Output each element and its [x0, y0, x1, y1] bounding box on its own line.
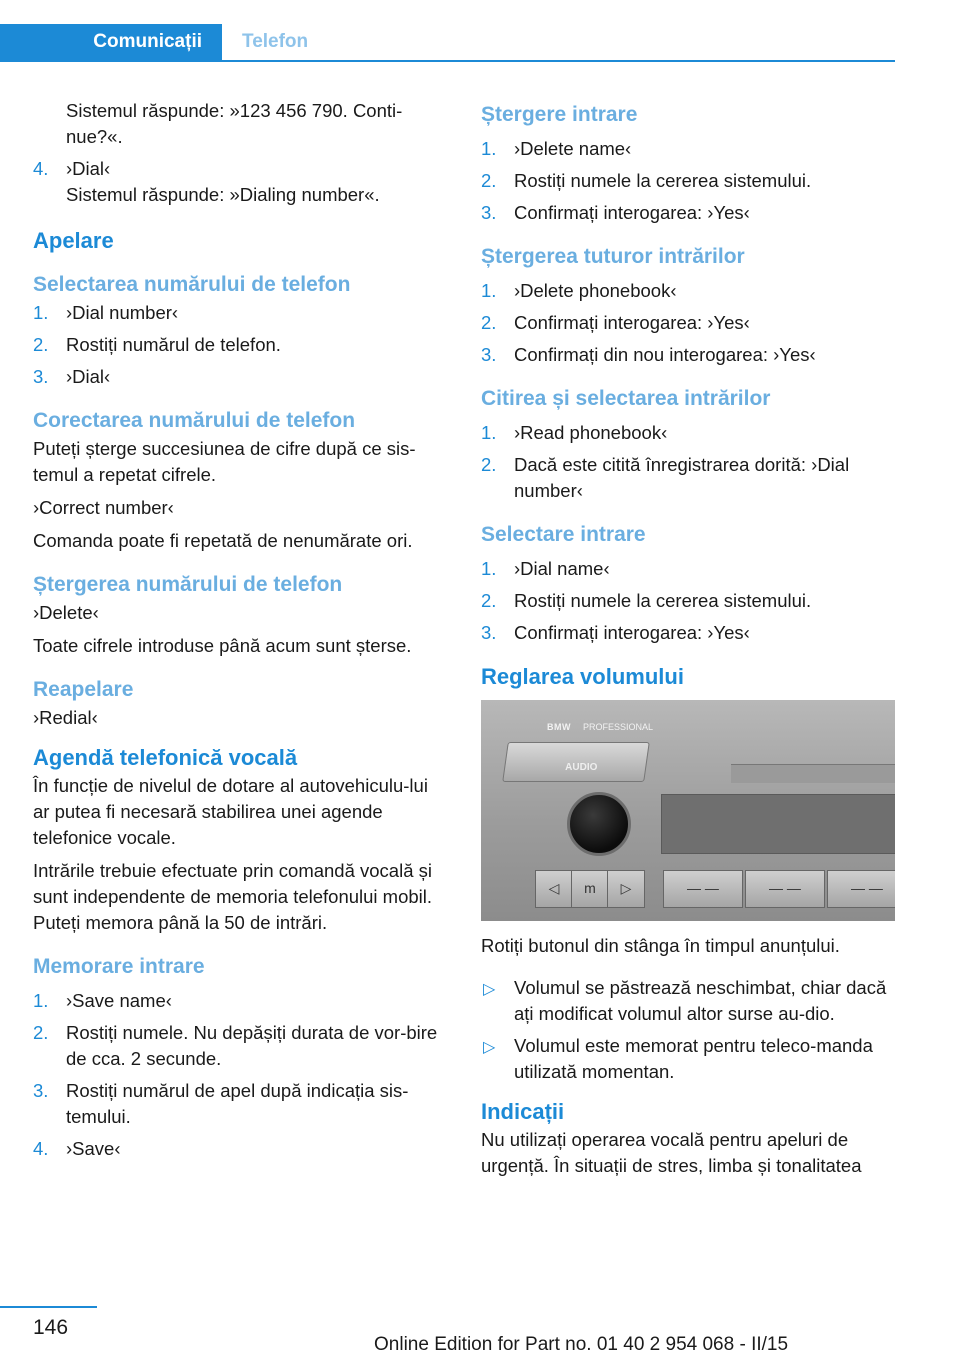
list-number: 2. — [481, 312, 497, 333]
read-entries-list — [481, 420, 896, 504]
m-button-illustration: m — [571, 870, 609, 908]
list-item — [33, 1078, 448, 1130]
heading-notes: Indicații — [481, 1099, 565, 1124]
list-text: ›Save name‹ — [66, 990, 172, 1011]
list-number: 3. — [481, 622, 497, 643]
list-number: 4. — [33, 158, 49, 179]
list-text: ›Delete name‹ — [514, 138, 632, 159]
preset-button-illustration: — — — [827, 870, 895, 908]
list-text: ›Delete phonebook‹ — [514, 280, 677, 301]
heading-correct-number: Corectarea numărului de telefon — [33, 409, 356, 432]
list-text: ›Dial name‹ — [514, 558, 610, 579]
display-illustration — [661, 794, 895, 854]
list-item — [481, 1033, 896, 1085]
volume-bullet-list — [481, 975, 896, 1085]
delete-all-list — [481, 278, 896, 368]
paragraph: Toate cifrele introduse până acum sunt șterse. — [33, 635, 412, 656]
list-number: 1. — [481, 422, 497, 443]
next-button-illustration: ▷ — [607, 870, 645, 908]
paragraph: ›Correct number‹ — [33, 497, 174, 518]
list-item — [481, 620, 896, 646]
paragraph: ›Redial‹ — [33, 707, 98, 728]
heading-read-entries: Citirea și selectarea intrărilor — [481, 387, 771, 410]
list-text: Rostiți numele. Nu depășiți durata de vor-bire de cca. 2 secunde. — [66, 1022, 438, 1069]
audio-button-illustration — [502, 742, 650, 782]
list-item — [481, 278, 896, 304]
heading-select-entry: Selectare intrare — [481, 523, 646, 546]
paragraph: Nu utilizați operarea vocală pentru apeluri de urgență. În situații de stres, limba și tonalitatea — [481, 1129, 862, 1176]
list-number: 1. — [33, 302, 49, 323]
paragraph: Puteți șterge succesiunea de cifre după ce sis-temul a repetat cifrele. — [33, 438, 416, 485]
audio-label: AUDIO — [565, 762, 598, 773]
list-number: 2. — [33, 334, 49, 355]
section-tab: Comunicații — [0, 24, 222, 60]
list-text: Confirmați din nou interogarea: ›Yes‹ — [514, 344, 816, 365]
list-item — [33, 332, 448, 358]
intro-line-1: Sistemul răspunde: »123 456 790. Conti- — [66, 100, 403, 121]
paragraph: Comanda poate fi repetată de nenumărate ori. — [33, 530, 413, 551]
list-item — [33, 364, 448, 390]
list-number: 1. — [481, 280, 497, 301]
intro-line-2: nue?«. — [66, 126, 123, 147]
preset-button-illustration: — — — [663, 870, 743, 908]
prev-button-illustration: ◁ — [535, 870, 573, 908]
volume-knob-illustration — [567, 792, 631, 856]
chapter-header — [0, 24, 895, 62]
list-item — [481, 975, 896, 1027]
delete-entry-list — [481, 136, 896, 226]
triangle-bullet-icon: ▷ — [483, 981, 496, 998]
list-text: ›Read phonebook‹ — [514, 422, 668, 443]
list-item — [33, 1020, 448, 1072]
subsection-tab: Telefon — [242, 31, 309, 52]
cd-slot-illustration — [731, 764, 895, 783]
list-text: Confirmați interogarea: ›Yes‹ — [514, 202, 750, 223]
heading-volume: Reglarea volumului — [481, 664, 684, 689]
list-text: ›Save‹ — [66, 1138, 121, 1159]
save-entry-list — [33, 988, 448, 1162]
heading-select-number: Selectarea numărului de telefon — [33, 273, 351, 296]
list-item — [481, 452, 896, 504]
list-number: 2. — [481, 590, 497, 611]
list-number: 3. — [33, 366, 49, 387]
list-text: ›Dial‹ — [66, 366, 111, 387]
list-item — [481, 310, 896, 336]
right-column — [481, 98, 896, 1186]
list-number: 2. — [481, 454, 497, 475]
select-number-list — [33, 300, 448, 390]
heading-save-entry: Memorare intrare — [33, 955, 205, 978]
paragraph: Rotiți butonul din stânga în timpul anunțului. — [481, 935, 840, 956]
list-item — [481, 200, 896, 226]
list-number: 2. — [481, 170, 497, 191]
list-text: Rostiți numărul de apel după indicația sis-temului. — [66, 1080, 409, 1127]
heading-voice-phonebook: Agendă telefonică vocală — [33, 745, 298, 770]
edition-note: Online Edition for Part no. 01 40 2 954 068 - II/15 — [374, 1334, 789, 1355]
preset-button-illustration: — — — [745, 870, 825, 908]
list-text: Rostiți numele la cererea sistemului. — [514, 170, 812, 191]
select-entry-list — [481, 556, 896, 646]
paragraph: În funcție de nivelul de dotare al autovehiculu-lui ar putea fi necesară stabilirea unei agende telefonice vocale. — [33, 775, 428, 848]
list-text: Rostiți numele la cererea sistemului. — [514, 590, 812, 611]
list-item — [481, 342, 896, 368]
list-text: Dacă este citită înregistrarea dorită: ›Dial number‹ — [514, 454, 850, 501]
list-item — [33, 156, 448, 182]
header-rule — [0, 60, 895, 62]
list-number: 2. — [33, 1022, 49, 1043]
step4-response: Sistemul răspunde: »Dialing number«. — [66, 184, 380, 205]
list-number: 3. — [33, 1080, 49, 1101]
list-item — [481, 168, 896, 194]
heading-delete-entry: Ștergere intrare — [481, 103, 638, 126]
left-column — [33, 98, 448, 1168]
page-number: 146 — [33, 1316, 69, 1339]
list-number: 1. — [481, 138, 497, 159]
paragraph: Intrările trebuie efectuate prin comandă vocală și sunt independente de memoria telefonului mobil. Puteți memora până la 50 de intrări. — [33, 860, 433, 933]
list-item — [481, 556, 896, 582]
list-text: Confirmați interogarea: ›Yes‹ — [514, 622, 750, 643]
heading-apelare: Apelare — [33, 228, 114, 253]
list-item — [481, 136, 896, 162]
list-item — [33, 988, 448, 1014]
list-text: Confirmați interogarea: ›Yes‹ — [514, 312, 750, 333]
list-number: 1. — [33, 990, 49, 1011]
heading-delete-all: Ștergerea tuturor intrărilor — [481, 245, 745, 268]
heading-delete-number: Ștergerea numărului de telefon — [33, 573, 343, 596]
list-item — [33, 300, 448, 326]
paragraph: ›Delete‹ — [33, 602, 99, 623]
list-number: 1. — [481, 558, 497, 579]
list-item — [481, 420, 896, 446]
list-text: ›Dial number‹ — [66, 302, 179, 323]
list-text: Volumul se păstrează neschimbat, chiar dacă ați modificat volumul altor surse au-dio. — [514, 977, 887, 1024]
list-text: Rostiți numărul de telefon. — [66, 334, 281, 355]
triangle-bullet-icon: ▷ — [483, 1039, 496, 1056]
heading-redial: Reapelare — [33, 678, 134, 701]
list-number: 4. — [33, 1138, 49, 1159]
footer-rule — [0, 1306, 97, 1308]
image-brand-text-2: PROFESSIONAL — [583, 722, 654, 732]
image-brand-text: BMW — [547, 722, 571, 732]
list-number: 3. — [481, 202, 497, 223]
list-item — [33, 1136, 448, 1162]
list-text: ›Dial‹ — [66, 158, 111, 179]
list-item — [481, 588, 896, 614]
list-number: 3. — [481, 344, 497, 365]
radio-panel-image — [481, 700, 895, 921]
list-text: Volumul este memorat pentru teleco-manda utilizată momentan. — [514, 1035, 873, 1082]
